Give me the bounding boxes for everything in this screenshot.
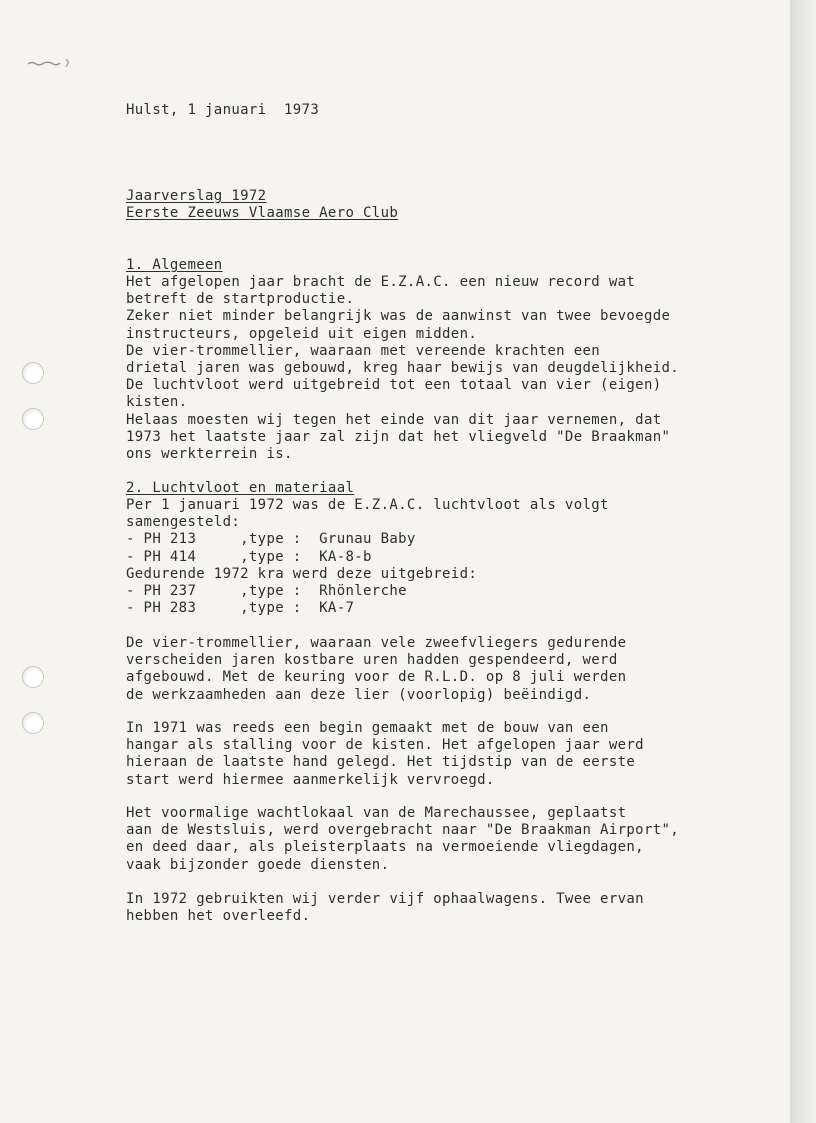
fleet-row: - PH 213 ,type : Grunau Baby: [126, 531, 416, 548]
text-line: ons werkterrein is.: [126, 446, 293, 462]
text-line: Helaas moesten wij tegen het einde van dit jaar vernemen, dat: [126, 411, 662, 428]
text-line: 1973 het laatste jaar zal zijn dat het vliegveld "De Braakman": [126, 428, 671, 445]
text-line: start werd hiermee aanmerkelijk vervroegd.: [126, 771, 495, 788]
section-1-heading: 1. Algemeen: [126, 257, 223, 273]
report-title: Jaarverslag 1972: [126, 188, 267, 204]
page-edge-background: [790, 0, 816, 1123]
text-line: aan de Westsluis, werd overgebracht naar "De Braakman Airport",: [126, 822, 680, 839]
text-line: de werkzaamheden aan deze lier (voorlopig) beëindigd.: [126, 686, 592, 703]
punch-hole-1: [22, 362, 44, 384]
fleet-row: - PH 414 ,type : KA-8-b: [126, 548, 372, 565]
text-line: In 1972 gebruikten wij verder vijf ophaalwagens. Twee ervan: [126, 891, 644, 907]
text-line: Per 1 januari 1972 was de E.Z.A.C. luchtvloot als volgt: [126, 497, 609, 513]
text-line: De vier-trommellier, waaraan met vereende krachten een: [126, 342, 601, 359]
club-name: Eerste Zeeuws Vlaamse Aero Club: [126, 205, 399, 221]
text-line: De vier-trommellier, waaraan vele zweefvliegers gedurende: [126, 635, 627, 651]
text-line: hebben het overleefd.: [126, 908, 311, 925]
text-line: vaak bijzonder goede diensten.: [126, 856, 390, 873]
date-line: Hulst, 1 januari 1973: [126, 102, 320, 118]
punch-hole-4: [22, 712, 44, 734]
punch-hole-3: [22, 666, 44, 688]
text-line: afgebouwd. Met de keuring voor de R.L.D. op 8 juli werden: [126, 669, 627, 686]
text-line: kisten.: [126, 394, 188, 411]
text-line: Het afgelopen jaar bracht de E.Z.A.C. een nieuw record wat: [126, 274, 636, 290]
text-line: In 1971 was reeds een begin gemaakt met de bouw van een: [126, 720, 609, 736]
section-2-heading: 2. Luchtvloot en materiaal: [126, 480, 355, 496]
text-line: Zeker niet minder belangrijk was de aanwinst van twee bevoegde: [126, 308, 671, 325]
fleet-row: - PH 237 ,type : Rhönlerche: [126, 583, 407, 599]
text-line: drietal jaren was gebouwd, kreg haar bewijs van deugdelijkheid.: [126, 360, 680, 376]
punch-hole-2: [22, 408, 44, 430]
ink-smudge-mark: [22, 54, 76, 72]
text-line: Het voormalige wachtlokaal van de Marechaussee, geplaatst: [126, 805, 627, 821]
text-line: hieraan de laatste hand gelegd. Het tijdstip van de eerste: [126, 754, 636, 771]
text-line: instructeurs, opgeleid uit eigen midden.: [126, 325, 478, 342]
text-line: verscheiden jaren kostbare uren hadden gespendeerd, werd: [126, 652, 618, 669]
fleet-row: - PH 283 ,type : KA-7: [126, 600, 355, 617]
text-line: betreft de startproductie.: [126, 291, 355, 308]
text-line: en deed daar, als pleisterplaats na vermoeiende vliegdagen,: [126, 839, 644, 856]
text-line: Gedurende 1972 kra werd deze uitgebreid:: [126, 565, 478, 582]
text-line: De luchtvloot werd uitgebreid tot een totaal van vier (eigen): [126, 377, 662, 394]
text-line: samengesteld:: [126, 514, 241, 531]
text-line: hangar als stalling voor de kisten. Het afgelopen jaar werd: [126, 737, 644, 754]
